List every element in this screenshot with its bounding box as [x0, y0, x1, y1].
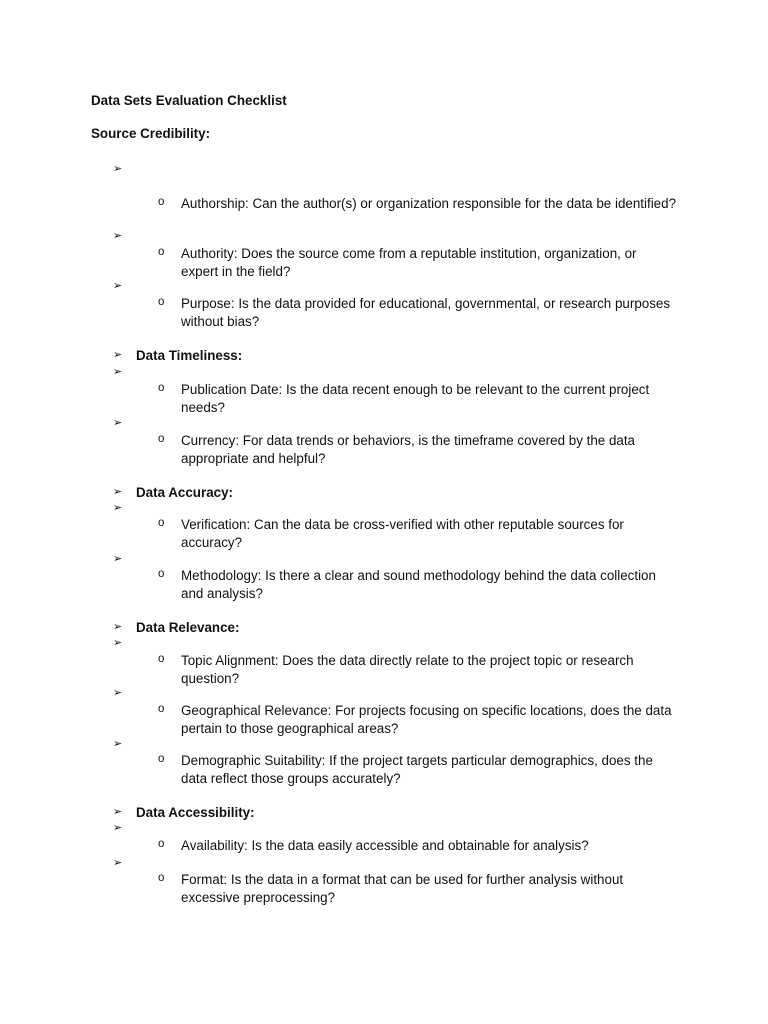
checklist-item-text: Topic Alignment: Does the data directly relate to the project topic or research question? — [181, 653, 634, 686]
arrow-bullet-icon: ➢ — [113, 856, 123, 869]
circle-bullet-icon: o — [158, 568, 165, 580]
arrow-bullet-icon: ➢ — [113, 686, 123, 699]
checklist-item-text: Authority: Does the source come from a reputable institution, organization, or expert in the field? — [181, 246, 637, 279]
circle-bullet-icon: o — [158, 703, 165, 715]
checklist-item-text: Availability: Is the data easily accessible and obtainable for analysis? — [181, 838, 589, 853]
checklist-item-text: Publication Date: Is the data recent enough to be relevant to the current project needs? — [181, 382, 650, 415]
document-title: Data Sets Evaluation Checklist — [91, 93, 287, 108]
checklist-item-text: Purpose: Is the data provided for educational, governmental, or research purposes without bias? — [181, 296, 671, 329]
checklist-item-text: Verification: Can the data be cross-verified with other reputable sources for accuracy? — [181, 517, 624, 550]
checklist-item-text: Methodology: Is there a clear and sound methodology behind the data collection and analysis? — [181, 568, 656, 601]
circle-bullet-icon: o — [158, 382, 165, 394]
arrow-bullet-icon: ➢ — [113, 821, 123, 834]
circle-bullet-icon: o — [158, 872, 165, 884]
arrow-bullet-icon: ➢ — [113, 501, 123, 514]
arrow-bullet-icon: ➢ — [113, 805, 123, 818]
checklist-item-text: Demographic Suitability: If the project targets particular demographics, does the data reflect those groups accurately? — [181, 753, 653, 786]
arrow-bullet-icon: ➢ — [113, 279, 123, 292]
arrow-bullet-icon: ➢ — [113, 348, 123, 361]
arrow-bullet-icon: ➢ — [113, 162, 123, 175]
arrow-bullet-icon: ➢ — [113, 365, 123, 378]
section-heading-source-credibility: Source Credibility: — [91, 126, 211, 141]
section-heading-data-accessibility: Data Accessibility: — [136, 805, 255, 820]
checklist-item-text: Format: Is the data in a format that can be used for further analysis without excessive preprocessing? — [181, 872, 624, 905]
section-heading-data-timeliness: Data Timeliness: — [136, 348, 243, 363]
circle-bullet-icon: o — [158, 296, 165, 308]
arrow-bullet-icon: ➢ — [113, 636, 123, 649]
circle-bullet-icon: o — [158, 838, 165, 850]
arrow-bullet-icon: ➢ — [113, 485, 123, 498]
checklist-item-text: Currency: For data trends or behaviors, is the timeframe covered by the data appropriate and helpful? — [181, 433, 636, 466]
circle-bullet-icon: o — [158, 753, 165, 765]
checklist-item-text: Authorship: Can the author(s) or organization responsible for the data be identified? — [181, 196, 677, 211]
checklist-item-text: Geographical Relevance: For projects focusing on specific locations, does the data pertain to those geographical areas? — [181, 703, 672, 736]
circle-bullet-icon: o — [158, 433, 165, 445]
circle-bullet-icon: o — [158, 196, 165, 208]
arrow-bullet-icon: ➢ — [113, 229, 123, 242]
arrow-bullet-icon: ➢ — [113, 620, 123, 633]
section-heading-data-relevance: Data Relevance: — [136, 620, 240, 635]
arrow-bullet-icon: ➢ — [113, 416, 123, 429]
circle-bullet-icon: o — [158, 246, 165, 258]
circle-bullet-icon: o — [158, 517, 165, 529]
section-heading-data-accuracy: Data Accuracy: — [136, 485, 234, 500]
arrow-bullet-icon: ➢ — [113, 737, 123, 750]
circle-bullet-icon: o — [158, 653, 165, 665]
arrow-bullet-icon: ➢ — [113, 552, 123, 565]
